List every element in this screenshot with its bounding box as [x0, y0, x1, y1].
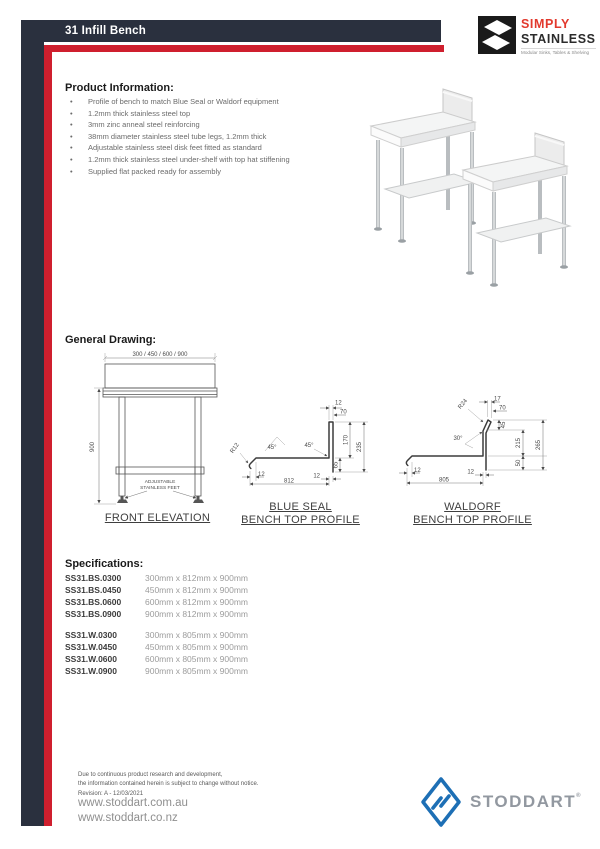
dim-wd-265: 265 — [536, 439, 542, 451]
dim-bs-235: 235 — [357, 441, 363, 453]
dim-bs-65: 65 — [333, 461, 340, 469]
stoddart-mark-icon — [420, 776, 462, 828]
dim-width-options: 300 / 450 / 600 / 900 — [132, 352, 188, 358]
header-red-underline — [44, 45, 444, 52]
dim-bs-45-upstand: 45° — [304, 443, 314, 449]
product-info-bullet: • 1.2mm thick stainless steel top — [65, 108, 365, 120]
front-elevation-drawing — [85, 348, 230, 528]
blue-seal-profile-drawing — [228, 396, 388, 496]
dim-bs-70: 70 — [340, 409, 347, 416]
disclaimer-line: Due to continuous product research and development, — [78, 772, 223, 778]
stoddart-wordmark: STODDART® — [470, 792, 581, 811]
table-row — [65, 665, 345, 677]
bench-front — [463, 133, 570, 287]
dim-bs-r12: R12 — [229, 442, 241, 455]
model-size: 300mm x 812mm x 900mm — [145, 573, 248, 583]
table-row — [65, 572, 345, 584]
front-elevation-caption: FRONT ELEVATION — [104, 512, 211, 524]
model-size: 900mm x 812mm x 900mm — [145, 609, 248, 619]
model-code: SS31.W.0450 — [65, 642, 117, 652]
simply-stainless-logo — [478, 16, 596, 60]
model-size: 600mm x 812mm x 900mm — [145, 597, 248, 607]
model-code: SS31.W.0600 — [65, 654, 117, 664]
dim-bs-170: 170 — [343, 434, 350, 446]
left-dark-bar — [21, 20, 44, 826]
dim-wd-70: 70 — [499, 405, 506, 412]
dim-wd-12-rear: 12 — [467, 469, 474, 476]
spec-group-blue-seal — [65, 572, 345, 620]
footer-websites — [78, 796, 188, 825]
dim-bs-12-front: 12 — [258, 472, 265, 478]
page-title: 31 Infill Bench — [65, 25, 146, 37]
feet-note-line1: ADJUSTABLE — [144, 480, 176, 485]
product-info-bullet: • 38mm diameter stainless steel tube legs, 1.2mm thick — [65, 131, 365, 143]
dim-wd-17: 17 — [494, 396, 501, 403]
dim-wd-30: 30° — [453, 436, 463, 442]
header-title-bar — [21, 20, 441, 42]
dim-bs-812: 812 — [283, 478, 295, 485]
dim-bs-45-front: 45° — [267, 445, 277, 451]
dim-wd-215: 215 — [516, 437, 522, 449]
model-size: 450mm x 805mm x 900mm — [145, 642, 248, 652]
dim-wd-r24: R24 — [457, 398, 470, 411]
website-link-nz[interactable]: www.stoddart.co.nz — [78, 811, 178, 824]
model-code: SS31.BS.0900 — [65, 609, 122, 619]
product-photo — [363, 82, 593, 300]
model-code: SS31.W.0900 — [65, 666, 117, 676]
brand-word-simply: SIMPLY — [521, 17, 570, 31]
product-info-bullet: • 3mm zinc anneal steel reinforcing — [65, 119, 365, 131]
left-red-bar — [44, 45, 52, 826]
waldorf-profile-drawing — [395, 392, 575, 492]
model-code: SS31.W.0300 — [65, 630, 117, 640]
revision-note: Revision: A - 12/03/2021 — [78, 791, 144, 797]
dim-wd-12-front: 12 — [414, 468, 421, 474]
model-size: 900mm x 805mm x 900mm — [145, 666, 248, 676]
product-info-heading: Product Information: — [65, 82, 174, 94]
blue-seal-caption: BLUE SEAL BENCH TOP PROFILE — [241, 501, 360, 526]
bench-back — [371, 89, 478, 243]
general-drawing-heading: General Drawing: — [65, 334, 157, 346]
table-row — [65, 584, 345, 596]
feet-note-line2: STAINLESS FEET — [140, 486, 180, 491]
table-row — [65, 596, 345, 608]
simply-stainless-mark-icon — [478, 16, 516, 54]
table-row — [65, 629, 345, 641]
disclaimer-line: the information contained herein is subject to change without notice. — [78, 781, 259, 787]
dim-wd-805: 805 — [438, 477, 450, 484]
model-code: SS31.BS.0450 — [65, 585, 122, 595]
specifications-heading: Specifications: — [65, 558, 144, 570]
footer-disclaimer — [78, 771, 338, 799]
waldorf-caption: WALDORF BENCH TOP PROFILE — [413, 501, 532, 526]
dim-wd-50: 50 — [516, 459, 522, 467]
dim-height-900: 900 — [90, 441, 96, 453]
product-info-list — [65, 96, 365, 177]
dim-wd-45: 45 — [501, 421, 507, 429]
brand-tagline: Modular Sinks, Tables & Shelving — [521, 48, 596, 56]
dim-bs-12-top: 12 — [335, 400, 342, 407]
model-code: SS31.BS.0300 — [65, 573, 122, 583]
model-size: 450mm x 812mm x 900mm — [145, 585, 248, 595]
registered-mark: ® — [576, 793, 581, 799]
model-code: SS31.BS.0600 — [65, 597, 122, 607]
table-row — [65, 653, 345, 665]
table-row — [65, 608, 345, 620]
product-info-bullet: • Adjustable stainless steel disk feet fitted as standard — [65, 142, 365, 154]
model-size: 600mm x 805mm x 900mm — [145, 654, 248, 664]
table-row — [65, 641, 345, 653]
brand-word-stainless: STAINLESS — [521, 31, 596, 46]
dim-bs-12-rear: 12 — [313, 473, 320, 480]
product-info-bullet: • Profile of bench to match Blue Seal or Waldorf equipment — [65, 96, 365, 108]
spec-group-waldorf — [65, 629, 345, 677]
product-info-bullet: • 1.2mm thick stainless steel under-shelf with top hat stiffening — [65, 154, 365, 166]
stoddart-logo — [420, 776, 581, 828]
product-info-bullet: • Supplied flat packed ready for assembly — [65, 166, 365, 178]
website-link-au[interactable]: www.stoddart.com.au — [78, 797, 188, 809]
model-size: 300mm x 805mm x 900mm — [145, 630, 248, 640]
